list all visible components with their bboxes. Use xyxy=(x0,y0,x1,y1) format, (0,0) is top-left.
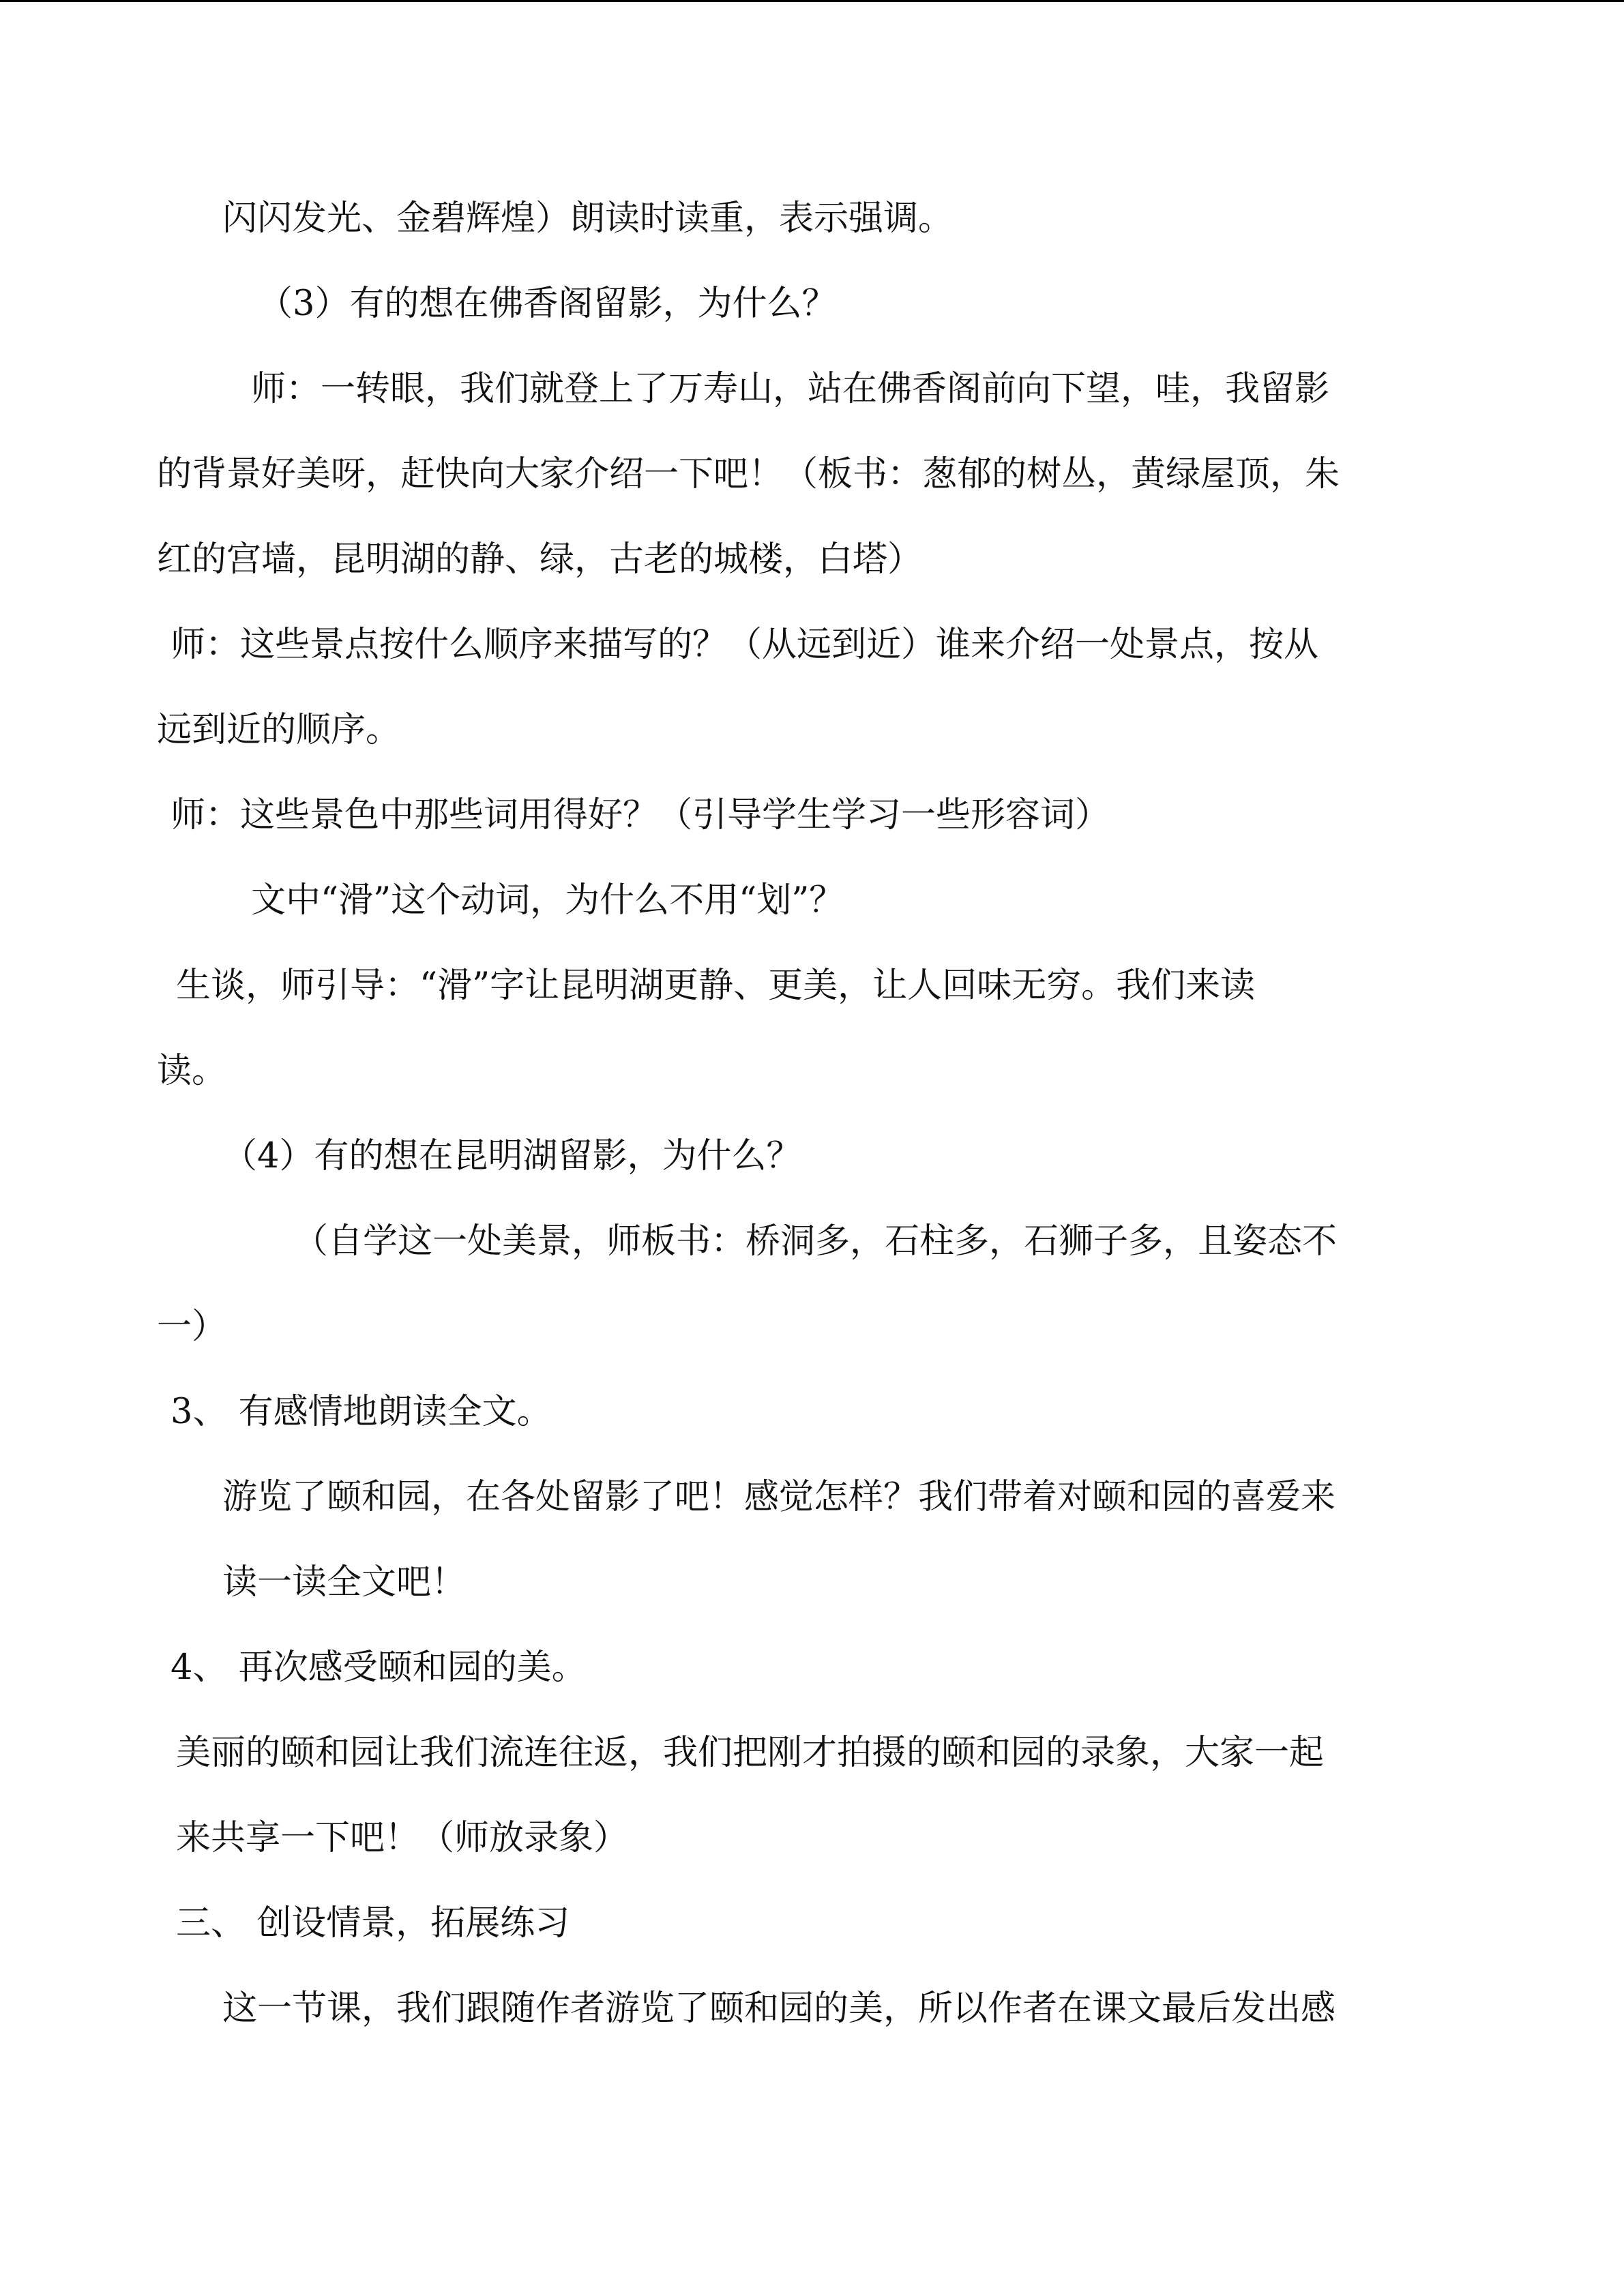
paragraph-line: 远到近的顺序。 xyxy=(157,710,401,750)
paragraph-line: 师：这些景色中那些词用得好？（引导学生学习一些形容词） xyxy=(171,795,1110,835)
paragraph-line: 游览了颐和园，在各处留影了吧！感觉怎样？我们带着对颐和园的喜爱来 xyxy=(222,1477,1336,1517)
section-heading-3: （3）有的想在佛香阁留影，为什么？ xyxy=(258,284,837,324)
top-border-line xyxy=(0,0,1624,2)
chapter-heading-three: 三、 创设情景，拓展练习 xyxy=(176,1903,570,1943)
paragraph-line: （自学这一处美景，师板书：桥洞多，石柱多，石狮子多，且姿态不 xyxy=(293,1221,1338,1262)
paragraph-line: 来共享一下吧！（师放录象） xyxy=(176,1818,629,1858)
paragraph-line: 一） xyxy=(157,1307,227,1347)
paragraph-line: 文中“滑”这个动词，为什么不用“划”？ xyxy=(251,880,844,921)
paragraph-line: 读一读全文吧！ xyxy=(222,1562,467,1602)
paragraph-line: 生谈，师引导：“滑”字让昆明湖更静、更美，让人回味无穷。我们来读 xyxy=(176,966,1256,1006)
paragraph-line: 的背景好美呀，赶快向大家介绍一下吧！（板书：葱郁的树丛，黄绿屋顶，朱 xyxy=(157,454,1340,494)
section-heading-4: （4）有的想在昆明湖留影，为什么？ xyxy=(222,1136,801,1176)
paragraph-line: 读。 xyxy=(157,1051,227,1091)
numbered-heading-4: 4、 再次感受颐和园的美。 xyxy=(171,1648,587,1688)
paragraph-line: 这一节课，我们跟随作者游览了颐和园的美，所以作者在课文最后发出感 xyxy=(222,1988,1336,2029)
numbered-heading-3: 3、 有感情地朗读全文。 xyxy=(171,1392,552,1432)
paragraph-line: 闪闪发光、金碧辉煌）朗读时读重，表示强调。 xyxy=(222,198,954,239)
paragraph-line: 师：一转眼，我们就登上了万寿山，站在佛香阁前向下望，哇，我留影 xyxy=(251,369,1330,409)
paragraph-line: 师：这些景点按什么顺序来描写的？（从远到近）谁来介绍一处景点，按从 xyxy=(171,625,1319,665)
paragraph-line: 红的宫墙，昆明湖的静、绿，古老的城楼，白塔） xyxy=(157,539,923,580)
paragraph-line: 美丽的颐和园让我们流连往返，我们把刚才拍摄的颐和园的录象，大家一起 xyxy=(176,1733,1325,1773)
